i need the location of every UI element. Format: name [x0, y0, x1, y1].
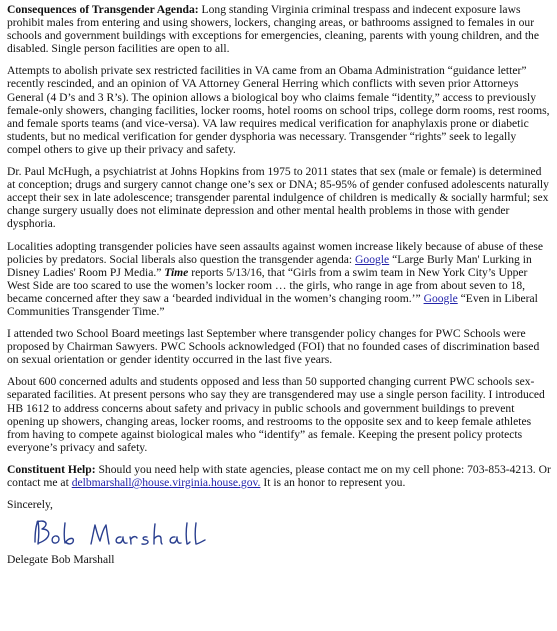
paragraph-constituent-help	[7, 463, 551, 489]
localities-text-c: reports 5/13/16, that “Girls from a swim team in New York City’s Upper West Side are too scared to use the women’s locker room … the girls, who range in age from about seven to 18, became concerned after they saw a ‘bearded individual in the women’s changing room.’”	[7, 265, 528, 305]
email-link[interactable]: delbmarshall@house.virginia.house.gov.	[71, 476, 261, 489]
paragraph-mchugh: Dr. Paul McHugh, a psychiatrist at Johns Hopkins from 1975 to 2011 states that sex (male or female) is determined at conception; drugs and surgery cannot change one’s sex or DNA; 85-95% of gender confused adolescents naturally accept their sex in late adolescence; transgender parental indulgence of children is medically & socially harmful; sex change surgery usually does not eliminate depression and other mental health problems in those with gender dysphoria.	[7, 165, 549, 231]
google-link-1[interactable]: Google	[355, 252, 390, 266]
signer-name: Delegate Bob Marshall	[7, 553, 115, 567]
handwritten-signature	[29, 517, 551, 551]
paragraph-attempts: Attempts to abolish private sex restricted facilities in VA came from an Obama Administration “guidance letter” recently rescinded, and an opinion of VA Attorney General Herring which conflicts with seven prior Attorneys General (4 D’s and 3 R’s). The opinion allows a biological boy who claims female “identity,” access to previously female-only showers, changing facilities, locker rooms, hotel rooms on school trips, college dorm rooms, rest rooms, and female sports teams (and vice-versa). VA law requires medical verification for anaphylaxis prone or diabetic students, but no medical verification for gender dysphoria was necessary. Transgender “rights” seek to legally compel others to give up their privacy and safety.	[7, 64, 550, 156]
paragraph-consequences-text: Long standing Virginia criminal trespass and indecent exposure laws prohibit males from entering and using showers, lockers, changing areas, or bathrooms assigned to females in our schools and government buildings with exceptions for emergencies, cleaning, parents with young children, and the disabled. Single person facilities are open to all.	[7, 3, 539, 56]
heading-consequences: Consequences of Transgender Agenda:	[7, 3, 199, 16]
localities-text-b: “Large Burly Man' Lurking in Disney Ladies' Room PJ Media.”	[7, 252, 532, 279]
signature-image	[29, 517, 219, 551]
closing-salutation: Sincerely,	[7, 498, 53, 512]
localities-text-d: “Even in Liberal Communities Transgender Time.”	[7, 291, 538, 318]
google-link-2[interactable]: Google	[423, 291, 458, 305]
paragraph-consequences	[7, 3, 551, 55]
heading-constituent-help: Constituent Help:	[7, 462, 96, 476]
paragraph-localities	[7, 240, 551, 319]
localities-text-a: Localities adopting transgender policies have seen assaults against women increase likely because of abuse of these policies by predators. Social liberals also question the transgender agenda:	[7, 239, 544, 266]
time-magazine: Time	[164, 265, 189, 279]
paragraph-school-board: I attended two School Board meetings last September where transgender policy changes for PWC Schools were proposed by Chairman Sawyers. PWC Schools acknowledged (FOI) that no founded cases of discrimination based on sexual orientation or gender identity occurred in the last five years.	[7, 327, 540, 367]
constituent-help-text-b: It is an honor to represent you.	[260, 476, 406, 489]
paragraph-hb1612: About 600 concerned adults and students opposed and less than 50 supported changing current PWC schools sex-separated facilities. At present persons who say they are transgendered may use a single person facility. I introduced HB 1612 to address concerns about safety and privacy in public schools and government buildings to prevent opening up showers, changing areas, locker rooms, and restrooms to the opposite sex and to keep female athletes from having to compete against biological males who “identify” as female. Keeping the present policy protects everyone’s privacy and safety.	[7, 375, 545, 454]
constituent-help-text-a: Should you need help with state agencies, please contact me on my cell phone: 703-853-4213. Or contact me at	[7, 462, 551, 489]
